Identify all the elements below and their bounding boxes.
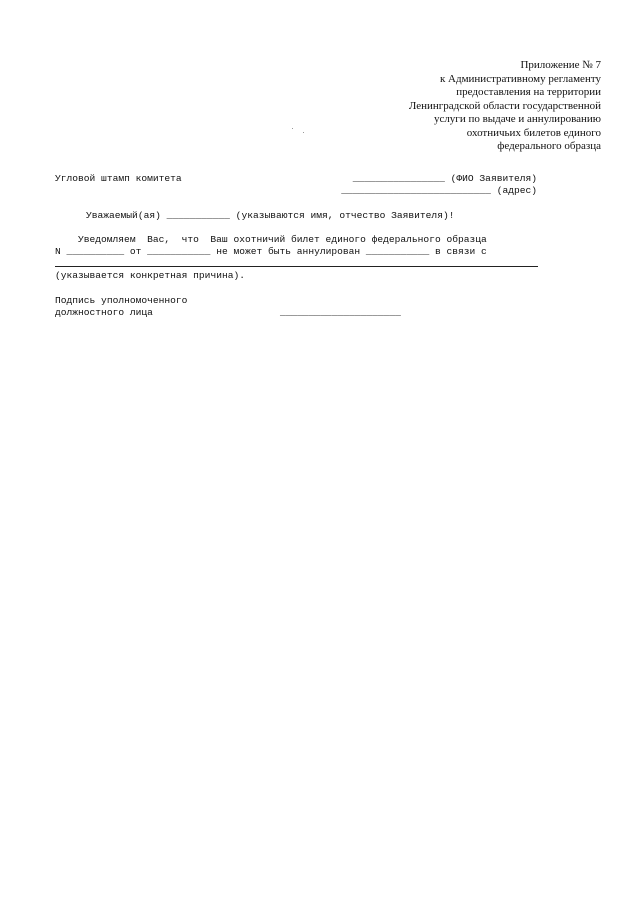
signature-blank: _____________________ [280, 307, 401, 318]
scan-speck [292, 128, 293, 129]
annex-line: к Административному регламенту [439, 72, 601, 85]
annex-header [371, 59, 601, 154]
reason-underline [55, 266, 538, 267]
annex-line: Приложение № 7 [520, 59, 601, 71]
annex-line: федерального образца [497, 140, 601, 152]
notice-line-1: Уведомляем Вас, что Ваш охотничий билет единого федерального образца [78, 234, 487, 245]
annex-line: услуги по выдаче и аннулированию [433, 113, 601, 125]
annex-line: охотничьих билетов единого [466, 126, 601, 139]
scan-speck [303, 132, 304, 133]
greeting-line: Уважаемый(ая) ___________ (указываются имя, отчество Заявителя)! [86, 210, 455, 221]
signature-label-1: Подпись уполномоченного [55, 295, 188, 306]
fio-line: ________________ (ФИО Заявителя) [352, 173, 537, 184]
address-line: __________________________ (адрес) [341, 185, 537, 196]
stamp-label: Угловой штамп комитета [55, 173, 182, 184]
annex-line: Ленинградской области государственной [408, 99, 601, 112]
notice-line-2: N __________ от ___________ не может быть аннулирован ___________ в связи с [55, 246, 487, 257]
signature-label-2: должностного лица [55, 307, 153, 318]
notice-line-3: (указывается конкретная причина). [55, 270, 245, 281]
annex-line: предоставления на территории [456, 86, 601, 98]
